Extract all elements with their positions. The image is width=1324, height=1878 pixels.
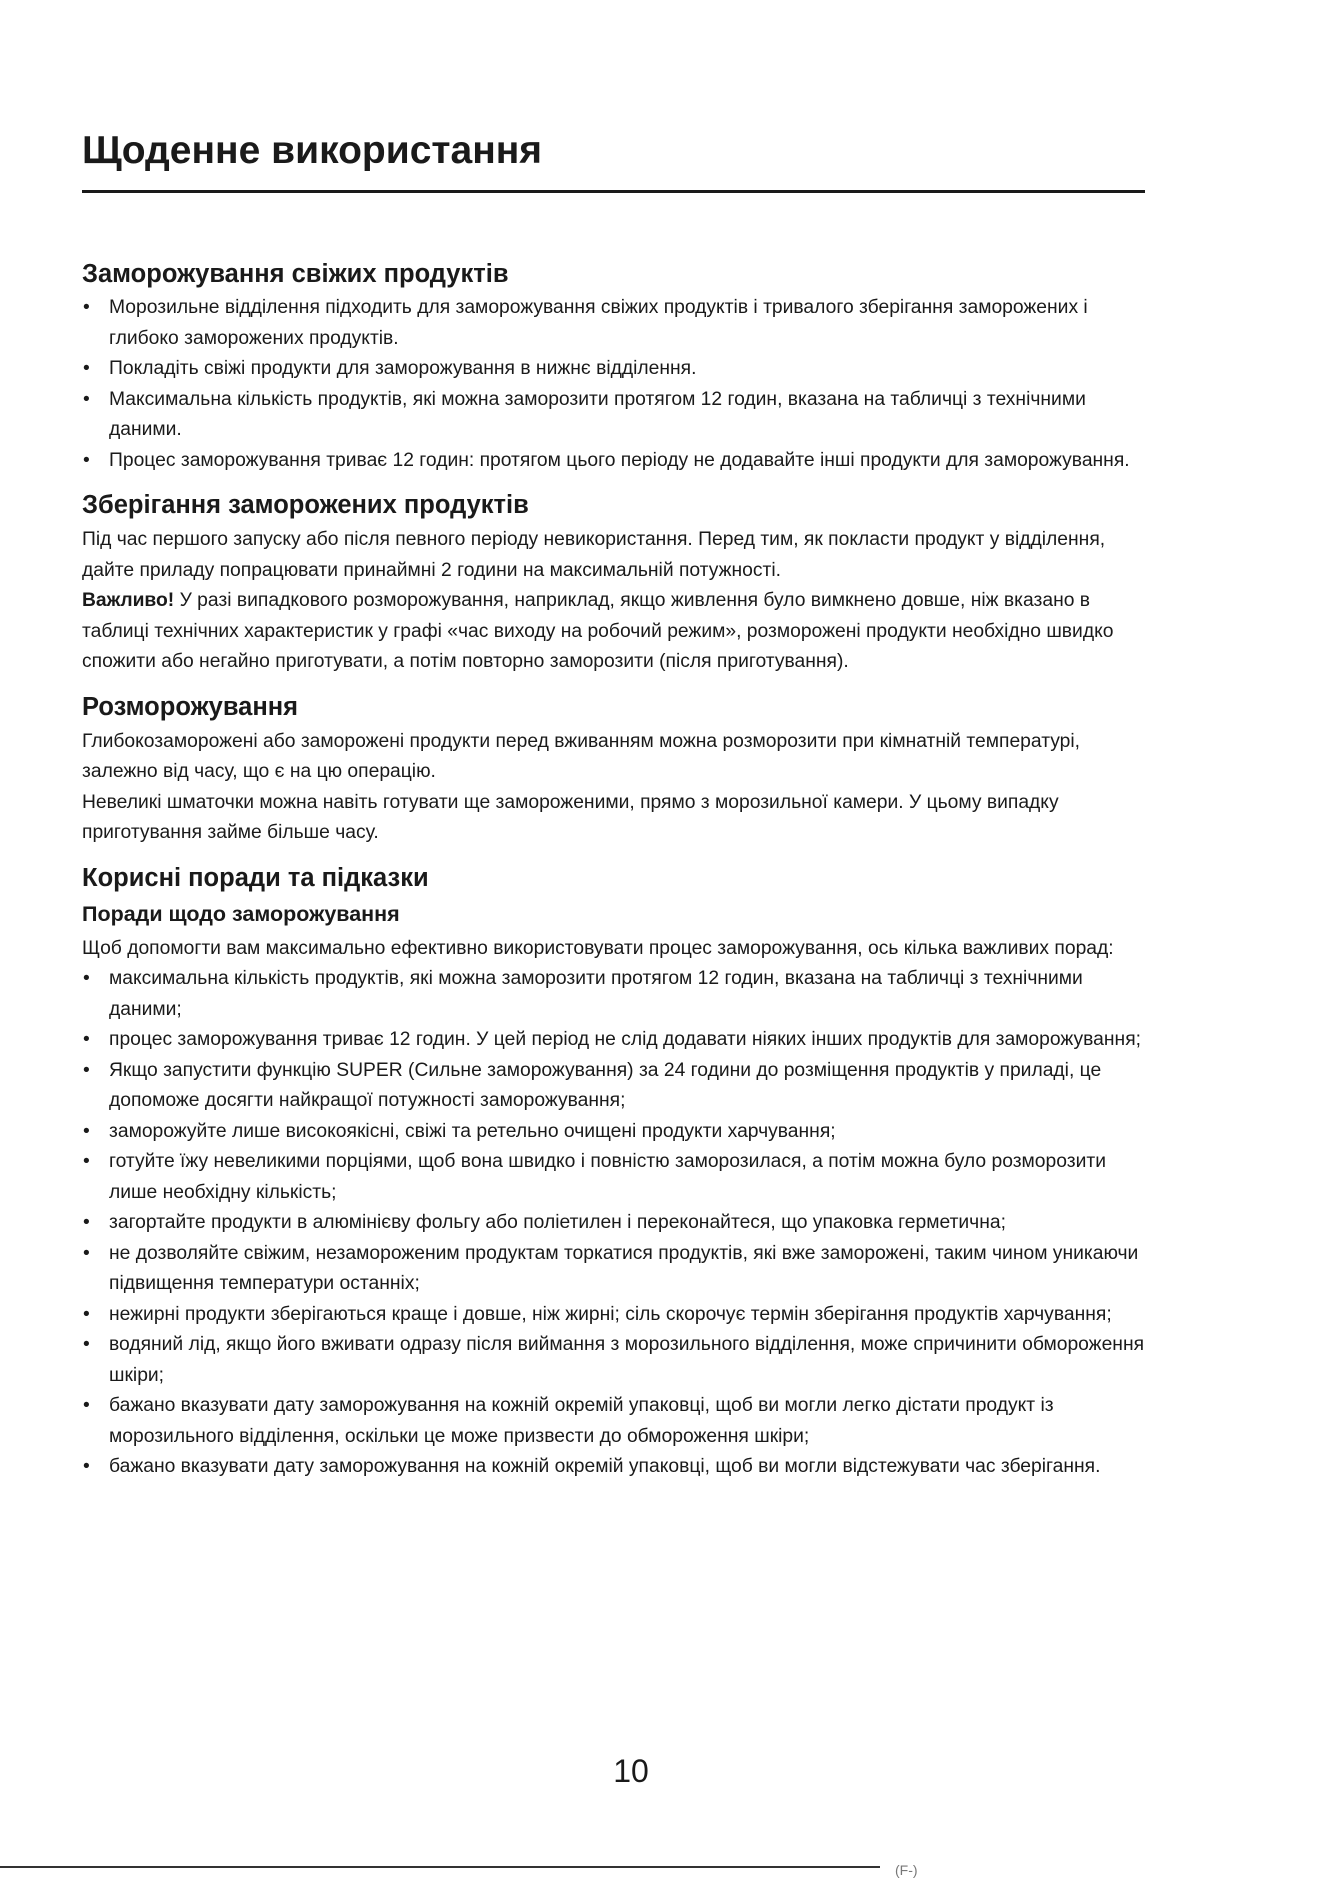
footer-mark: (F-) (895, 1862, 918, 1878)
freezing-fresh-list (82, 293, 1152, 476)
list-item: • бажано вказувати дату заморожування на кожній окремій упаковці, щоб ви могли відстежувати час зберігання. (82, 1452, 1152, 1483)
footer-divider (0, 1866, 880, 1868)
list-item: • Процес заморожування триває 12 годин: протягом цього періоду не додавайте інші продукти для заморожування. (82, 446, 1152, 477)
list-item: • заморожуйте лише високоякісні, свіжі та ретельно очищені продукти харчування; (82, 1117, 1152, 1148)
list-item: • нежирні продукти зберігаються краще і довше, ніж жирні; сіль скорочує термін зберігання продуктів харчування; (82, 1300, 1152, 1331)
list-item: • загортайте продукти в алюмінієву фольгу або поліетилен і переконайтеся, що упаковка герметична; (82, 1208, 1152, 1239)
section-freezing-fresh (82, 257, 1152, 476)
important-label: Важливо! (82, 590, 175, 611)
list-item: • Максимальна кількість продуктів, які можна заморозити протягом 12 годин, вказана на табличці з технічними даними. (82, 385, 1152, 446)
list-item: • не дозволяйте свіжим, незамороженим продуктам торкатися продуктів, які вже заморожені, таким чином уникаючи підвищення температури останніх; (82, 1239, 1152, 1300)
important-text: У разі випадкового розморожування, наприклад, якщо живлення було вимкнено довше, ніж вказано в таблиці технічних характеристик у графі «час виходу на робочий режим», розморожені продукти необхідно швидко спожити або негайно приготувати, а потім повторно заморозити (після приготування). (82, 590, 1114, 672)
title-divider (82, 190, 1145, 193)
subheading-freezing-tips: Поради щодо заморожування (82, 901, 400, 926)
section-heading-thawing: Розморожування (82, 692, 299, 721)
important-note (82, 586, 1152, 678)
list-item: • процес заморожування триває 12 годин. У цей період не слід додавати ніяких інших продуктів для заморожування; (82, 1025, 1152, 1056)
tips-list (82, 964, 1152, 1483)
list-item: • готуйте їжу невеликими порціями, щоб вона швидко і повністю заморозилася, а потім можна було розморозити лише необхідну кількість; (82, 1147, 1152, 1208)
thawing-paragraph-1: Глибокозаморожені або заморожені продукти перед вживанням можна розморозити при кімнатній температурі, залежно від часу, що є на цю операцію. (82, 730, 1081, 782)
section-storing-frozen (82, 488, 1152, 678)
section-tips (82, 861, 1152, 1483)
list-item: • максимальна кількість продуктів, які можна заморозити протягом 12 годин, вказана на табличці з технічними даними; (82, 964, 1152, 1025)
list-item: • водяний лід, якщо його вживати одразу після виймання з морозильного відділення, може спричинити обмороження шкіри; (82, 1330, 1152, 1391)
section-heading-storing-frozen: Зберігання заморожених продуктів (82, 491, 529, 519)
list-item: • Морозильне відділення підходить для заморожування свіжих продуктів і тривалого зберігання заморожених і глибоко заморожених продуктів. (82, 293, 1152, 354)
section-thawing (82, 690, 1152, 849)
thawing-paragraph-2: Невеликі шматочки можна навіть готувати ще замороженими, прямо з морозильної камери. У цьому випадку приготування займе більше часу. (82, 791, 1059, 843)
storing-frozen-paragraph: Під час першого запуску або після певного періоду невикористання. Перед тим, як покласти продукт у відділення, дайте приладу попрацювати принаймні 2 години на максимальній потужності. (82, 529, 1106, 581)
section-heading-tips: Корисні поради та підказки (82, 863, 429, 892)
section-heading-freezing-fresh: Заморожування свіжих продуктів (82, 260, 509, 288)
page-title: Щоденне використання (82, 129, 543, 172)
list-item: • бажано вказувати дату заморожування на кожній окремій упаковці, щоб ви могли легко дістати продукт із морозильного відділення, оскільки це може призвести до обмороження шкіри; (82, 1391, 1152, 1452)
document-body (82, 257, 1152, 1483)
list-item: • Покладіть свіжі продукти для заморожування в нижнє відділення. (82, 354, 1152, 385)
list-item: • Якщо запустити функцію SUPER (Сильне заморожування) за 24 години до розміщення продуктів у приладі, це допоможе досягти найкращої потужності заморожування; (82, 1056, 1152, 1117)
tips-intro: Щоб допомогти вам максимально ефективно використовувати процес заморожування, ось кілька важливих порад: (82, 937, 1114, 959)
page-number: 10 (613, 1753, 649, 1789)
